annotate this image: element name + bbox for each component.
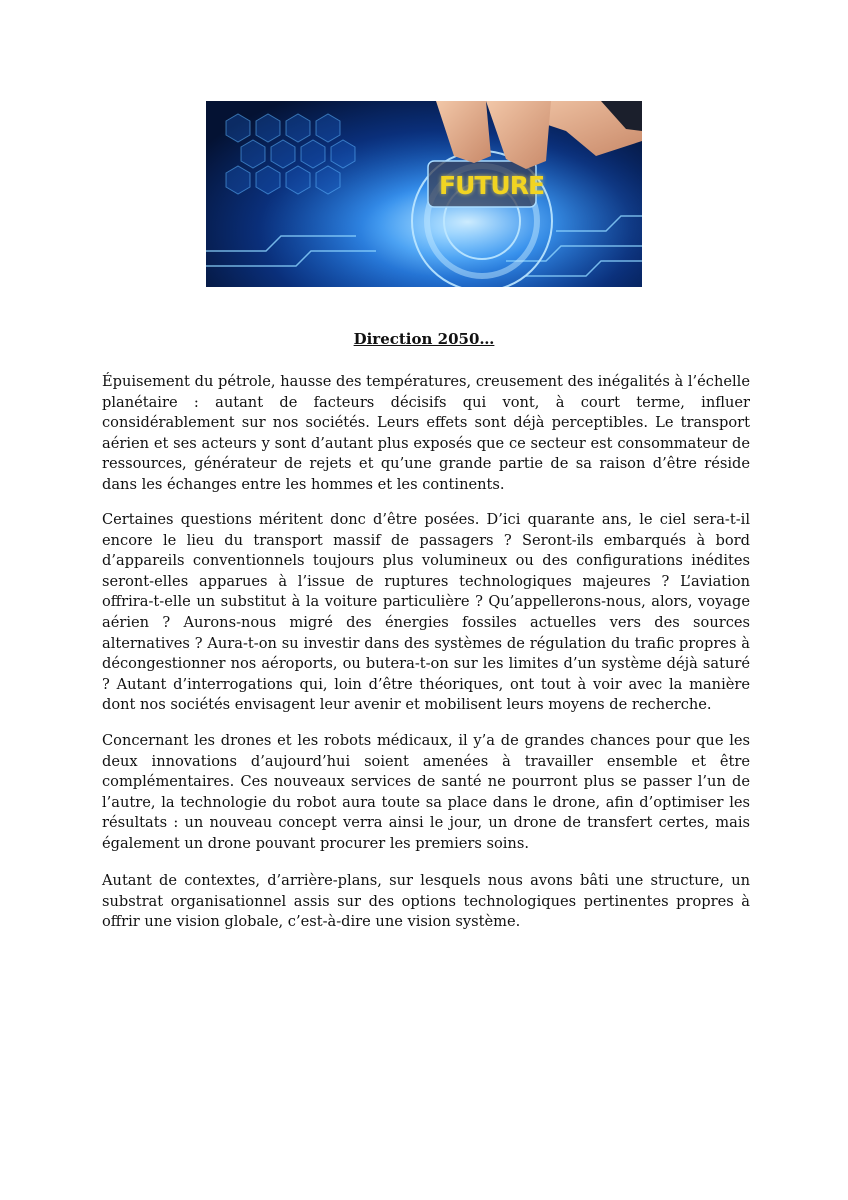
hero-image <box>206 101 642 287</box>
hero-image-word: FUTURE <box>439 171 545 200</box>
paragraph-1: Épuisement du pétrole, hausse des températures, creusement des inégalités à l’échelle planétaire : autant de facteurs décisifs qui vont, à court terme, influer considérablement sur nos sociétés. Leurs effets sont déjà perceptibles. Le transport aérien et ses acteurs y sont d’autant plus exposés que ce secteur est consommateur de ressources, générateur de rejets et qu’une grande partie de sa raison d’être réside dans les échanges entre les hommes et les continents. <box>102 373 750 493</box>
paragraph-3: Concernant les drones et les robots médicaux, il y’a de grandes chances pour que les deux innovations d’aujourd’hui soient amenées à travailler ensemble et être complémentaires. Ces nouveaux services de santé ne pourront plus se passer l’un de l’autre, la technologie du robot aura toute sa place dans le drone, afin d’optimiser les résultats : un nouveau concept verra ainsi le jour, un drone de transfert certes, mais également un drone pouvant procurer les premiers soins. <box>102 732 750 852</box>
document-title: Direction 2050… <box>353 330 495 348</box>
hero-illustration <box>206 101 642 287</box>
paragraph-2: Certaines questions méritent donc d’être posées. D’ici quarante ans, le ciel sera-t-il encore le lieu du transport massif de passagers ? Seront-ils embarqués à bord d’appareils conventionnels toujours plus volumineux ou des configurations inédites seront-elles apparues à l’issue de ruptures technologiques majeures ? L’aviation offrira-t-elle un substitut à la voiture particulière ? Qu’appellerons-nous, alors, voyage aérien ? Aurons-nous migré des énergies fossiles actuelles vers des sources alternatives ? Aura-t-on su investir dans des systèmes de régulation du trafic propres à décongestionner nos aéroports, ou butera-t-on sur les limites d’un système déjà saturé ? Autant d’interrogations qui, loin d’être théoriques, ont tout à voir avec la manière dont nos sociétés envisagent leur avenir et mobilisent leurs moyens de recherche. <box>102 511 750 714</box>
paragraph-4: Autant de contextes, d’arrière-plans, sur lesquels nous avons bâti une structure, un substrat organisationnel assis sur des options technologiques pertinentes propres à offrir une vision globale, c’est-à-dire une vision système. <box>102 872 750 931</box>
